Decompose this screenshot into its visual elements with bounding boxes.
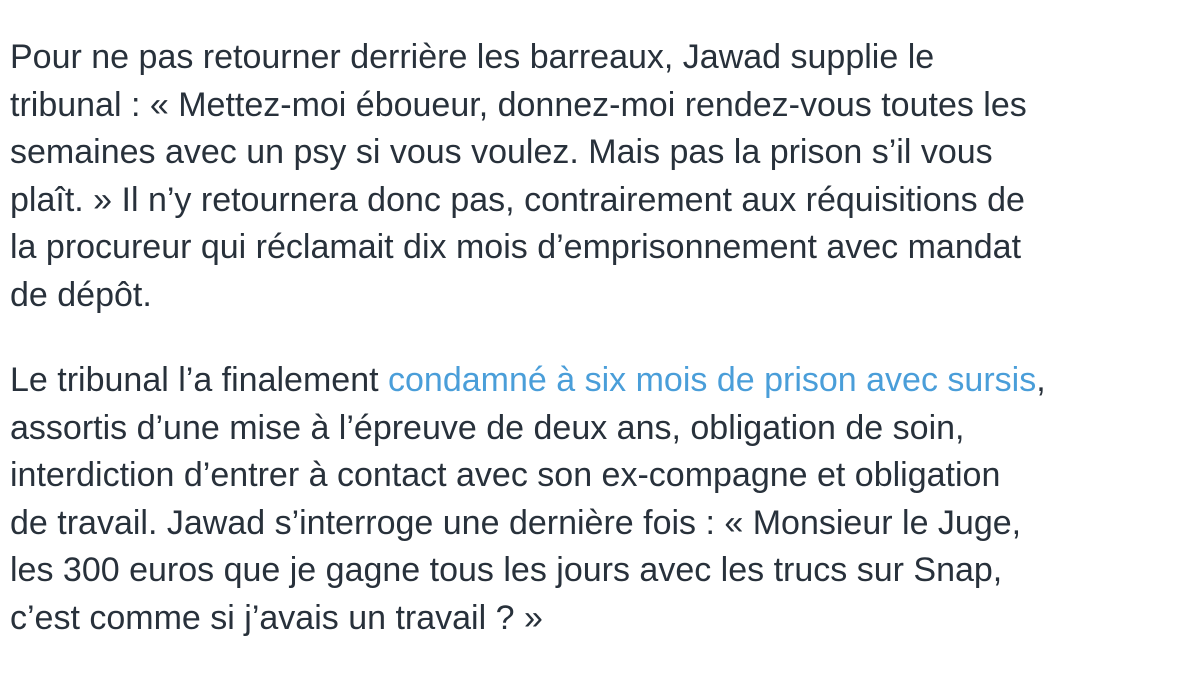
text-line: c’est comme si j’avais un travail ? »: [10, 598, 543, 637]
text-line: assortis d’une mise à l’épreuve de deux ans, obligation de soin,: [10, 408, 965, 447]
text-line: Pour ne pas retourner derrière les barreaux, Jawad supplie le: [10, 38, 935, 76]
text-line: interdiction d’entrer à contact avec son ex-compagne et obligation: [10, 456, 1001, 494]
article-paragraph-1: [10, 34, 1200, 319]
text-line-with-link: [10, 357, 1200, 405]
text-line: tribunal : « Mettez-moi éboueur, donnez-moi rendez-vous toutes les: [10, 85, 1027, 124]
text-line: de travail. Jawad s’interroge une dernière fois : « Monsieur le Juge,: [10, 503, 1022, 542]
sentence-verdict-link[interactable]: condamné à six mois de prison avec sursis: [388, 361, 1037, 399]
link-suffix-text: ,: [1036, 361, 1046, 399]
text-line: plaît. » Il n’y retournera donc pas, contrairement aux réquisitions de: [10, 180, 1025, 219]
text-line: de dépôt.: [10, 275, 152, 314]
link-prefix-text: Le tribunal l’a finalement: [10, 361, 389, 399]
text-line: les 300 euros que je gagne tous les jours avec les trucs sur Snap,: [10, 551, 1003, 589]
text-line: la procureur qui réclamait dix mois d’emprisonnement avec mandat: [10, 228, 1022, 266]
article-paragraph-2: [10, 357, 1200, 642]
text-line: semaines avec un psy si vous voulez. Mais pas la prison s’il vous: [10, 133, 993, 171]
